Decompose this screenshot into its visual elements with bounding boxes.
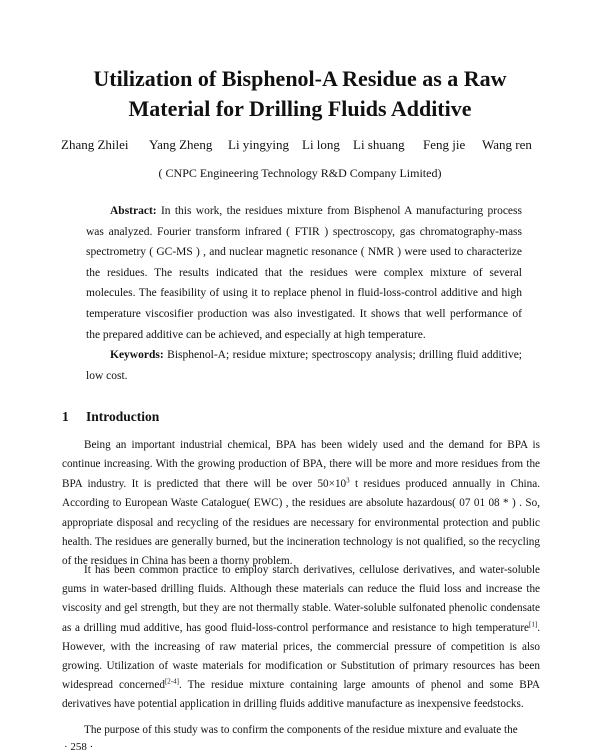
abstract xyxy=(86,201,522,345)
body-paragraph xyxy=(62,721,540,739)
citation: [1] xyxy=(529,619,538,628)
body-paragraph xyxy=(62,436,540,572)
title-line-1: Utilization of Bisphenol-A Residue as a Raw xyxy=(93,66,507,91)
section-number: 1 xyxy=(62,409,69,424)
author: Li long xyxy=(302,137,340,152)
author: Yang Zheng xyxy=(149,137,213,152)
paragraph-text: It has been common practice to employ starch derivatives, cellulose derivatives, and water-soluble gums in water-based drilling fluids. Although these materials can reduce the fluid loss and increase the viscosity and gel strength, but they are not thermally stable. Water-soluble sulfonated phenolic condensate as a drilling mud additive, has good fluid-loss-control performance and resistance to high temperature xyxy=(62,564,540,634)
keywords-label: Keywords: xyxy=(110,349,164,361)
keywords xyxy=(86,345,522,387)
paragraph-text: . The residue mixture containing large amounts of phenol and some BPA derivatives have potential application in drilling fluids additive manufacture as inexpensive feedstocks. xyxy=(62,679,540,711)
author: Wang ren xyxy=(482,137,532,152)
abstract-text: In this work, the residues mixture from Bisphenol A manufacturing process was analyzed. Fourier transform infrared ( FTIR ) spectroscopy, gas chromatography-mass spectrometry ( GC-MS ) , and nuclear magnetic resonance ( NMR ) were used to characterize the residues. The results indicated that the residues were complex mixture of several molecules. The feasibility of using it to replace phenol in fluid-loss-control additive and high temperature viscosifier production was also investigated. It shows that well performance of the prepared additive can be achieved, and especially at high temperature. xyxy=(86,205,522,341)
paragraph-text: The purpose of this study was to confirm the components of the residue mixture and evaluate the xyxy=(84,724,518,736)
author: Feng jie xyxy=(423,137,466,152)
author: Li shuang xyxy=(353,137,405,152)
author: Zhang Zhilei xyxy=(61,137,129,152)
superscript: 3 xyxy=(346,476,350,485)
keywords-text: Bisphenol-A; residue mixture; spectroscopy analysis; drilling fluid additive; low cost. xyxy=(86,349,522,382)
section-heading xyxy=(62,409,159,425)
paragraph-text: Being an important industrial chemical, BPA has been widely used and the demand for BPA is continue increasing. With the growing production of BPA, there will be more and more residues from the BPA industry. It is predicted that there will be over 50×10 xyxy=(62,439,540,490)
paragraph-text: . However, with the increasing of raw material prices, the commercial pressure of competition is also growing. Utilization of waste materials for modification or Substitution of primary resources has been widespread concerned xyxy=(62,621,540,692)
citation: [2-4] xyxy=(164,677,179,686)
paragraph-text: t residues produced annually in China. According to European Waste Catalogue( EWC) , the residues are absolute hazardous( 07 01 08 * ) . So, appropriate disposal and recycling of the residues are necessary for environmental protection and public health. The residues are generally burned, but the incineration technology is not qualified, so the recycling of the residues in China has been a thorny problem. xyxy=(62,477,540,568)
title-line-2: Material for Drilling Fluids Additive xyxy=(128,96,472,121)
paper-title xyxy=(0,64,600,124)
page-number: · 258 · xyxy=(64,741,94,753)
abstract-label: Abstract: xyxy=(110,205,157,217)
affiliation: ( CNPC Engineering Technology R&D Company Limited) xyxy=(158,166,442,180)
body-paragraph xyxy=(62,561,540,715)
author: Li yingying xyxy=(228,137,290,152)
section-title: Introduction xyxy=(86,409,160,424)
